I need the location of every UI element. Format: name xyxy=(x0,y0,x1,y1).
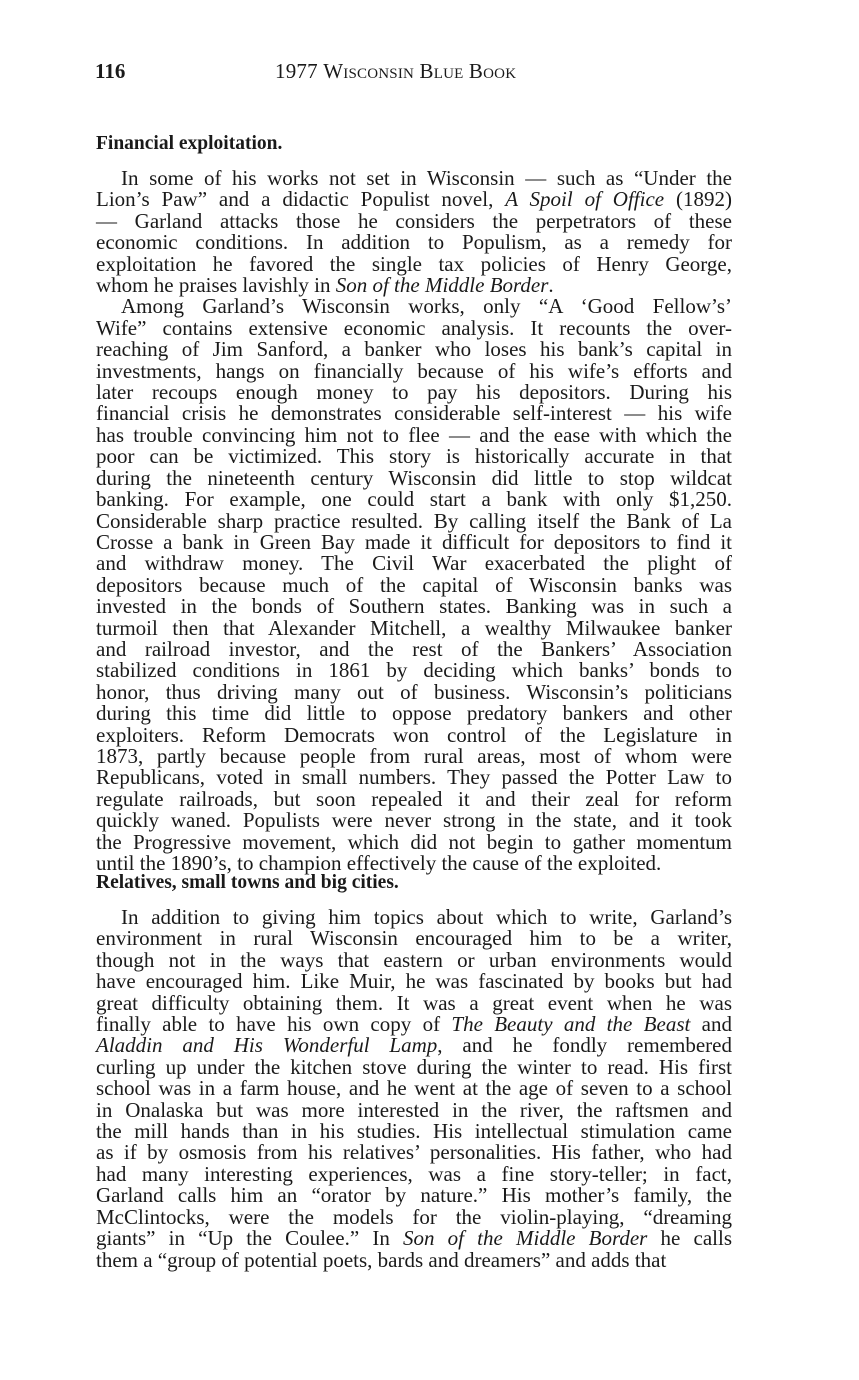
text-line: economic conditions. In addition to Populism, as a remedy for xyxy=(96,230,732,255)
text-line: Considerable sharp practice resulted. By calling itself the Bank of La xyxy=(96,508,732,533)
text-line: until the 1890’s, to champion effectively the cause of the exploited. xyxy=(96,851,662,875)
text-line: stabilized conditions in 1861 by deciding which banks’ bonds to xyxy=(96,658,732,683)
section-body xyxy=(96,907,732,1271)
running-head-title: Wisconsin Blue Book xyxy=(323,59,517,83)
text-line: and withdraw money. The Civil War exacerbated the plight of xyxy=(96,551,732,576)
text-line: though not in the ways that eastern or urban environments would xyxy=(96,947,732,972)
text-line: Crosse a bank in Green Bay made it difficult for depositors to find it xyxy=(96,529,732,554)
text-line: have encouraged him. Like Muir, he was fascinated by books but had xyxy=(96,969,732,994)
section-relatives-towns-cities xyxy=(96,871,732,1271)
paragraph xyxy=(96,296,732,874)
section-financial-exploitation xyxy=(96,132,732,874)
text-line: giants” in “Up the Coulee.” In Son of the Middle Border he calls xyxy=(96,1226,732,1251)
italic-title: A Spoil of Office xyxy=(505,187,665,212)
text-line: during the nineteenth century Wisconsin did little to stop wildcat xyxy=(96,465,732,490)
text-line: Garland calls him an “orator by nature.” His mother’s family, the xyxy=(96,1183,732,1208)
text-line: finally able to have his own copy of The Beauty and the Beast and xyxy=(96,1012,732,1037)
text-line: turmoil then that Alexander Mitchell, a wealthy Milwaukee banker xyxy=(96,615,732,640)
text-line: during this time did little to oppose predatory bankers and other xyxy=(96,701,732,726)
text-line: them a “group of potential poets, bards and dreamers” and adds that xyxy=(96,1247,667,1272)
text-line: the mill hands than in his studies. His intellectual stimulation came xyxy=(96,1119,732,1144)
text-line: In addition to giving him topics about which to write, Garland’s xyxy=(121,905,732,929)
text-line: regulate railroads, but soon repealed it and their zeal for reform xyxy=(96,786,732,811)
text-line: In some of his works not set in Wisconsin — such as “Under the xyxy=(121,166,732,190)
running-head-year: 1977 xyxy=(275,59,318,83)
text-line: 1873, partly because people from rural areas, most of whom were xyxy=(96,743,732,768)
text-line: school was in a farm house, and he went at the age of seven to a school xyxy=(96,1076,732,1101)
text-line: and railroad investor, and the rest of the Bankers’ Association xyxy=(96,636,732,661)
text-line: had many interesting experiences, was a fine story-teller; in fact, xyxy=(96,1161,732,1186)
text-line: exploiters. Reform Democrats won control of the Legislature in xyxy=(96,722,732,747)
text-line: environment in rural Wisconsin encouraged him to be a writer, xyxy=(96,926,732,951)
text-line: financial crisis he demonstrates considerable self-interest — his wife xyxy=(96,401,732,426)
text-line: later recoups enough money to pay his depositors. During his xyxy=(96,380,732,405)
text-line: quickly waned. Populists were never strong in the state, and it took xyxy=(96,808,732,833)
text-line: Aladdin and His Wonderful Lamp, and he fondly remembered xyxy=(96,1033,732,1058)
text-line: McClintocks, were the models for the violin-playing, “dreaming xyxy=(96,1204,732,1229)
text-line: has trouble convincing him not to flee — and the ease with which the xyxy=(96,422,732,447)
text-line: whom he praises lavishly in Son of the Middle Border. xyxy=(96,273,554,298)
section-body xyxy=(96,168,732,874)
italic-title: Son of the Middle Border xyxy=(403,1226,648,1251)
text-line: investments, hangs on financially because of his wife’s efforts and xyxy=(96,358,732,383)
text-line: honor, thus driving many out of business. Wisconsin’s politicians xyxy=(96,679,732,704)
text-line: Republicans, voted in small numbers. They passed the Potter Law to xyxy=(96,765,732,790)
text-line: invested in the bonds of Southern states. Banking was in such a xyxy=(96,594,732,619)
paragraph xyxy=(96,907,732,1271)
italic-title: Aladdin and His Wonderful Lamp xyxy=(96,1033,438,1058)
page-number: 116 xyxy=(95,59,126,83)
text-line: poor can be victimized. This story is historically accurate in that xyxy=(96,444,732,469)
text-line: exploitation he favored the single tax policies of Henry George, xyxy=(96,251,732,276)
text-line: reaching of Jim Sanford, a banker who loses his bank’s capital in xyxy=(96,337,732,362)
text-line: great difficulty obtaining them. It was a great event when he was xyxy=(96,990,732,1015)
text-line: as if by osmosis from his relatives’ personalities. His father, who had xyxy=(96,1140,732,1165)
text-line: Lion’s Paw” and a didactic Populist novel, A Spoil of Office (1892) xyxy=(96,187,732,212)
text-line: the Progressive movement, which did not begin to gather momentum xyxy=(96,829,732,854)
text-line: depositors because much of the capital of Wisconsin banks was xyxy=(96,572,732,597)
text-line: — Garland attacks those he considers the perpetrators of these xyxy=(96,208,732,233)
running-head xyxy=(275,58,516,84)
section-heading: Relatives, small towns and big cities. xyxy=(96,872,399,893)
text-line: Among Garland’s Wisconsin works, only “A ‘Good Fellow’s’ xyxy=(121,294,732,319)
text-line: banking. For example, one could start a bank with only $1,250. xyxy=(96,487,732,512)
text-line: curling up under the kitchen stove during the winter to read. His first xyxy=(96,1054,732,1079)
section-heading: Financial exploitation. xyxy=(96,133,283,154)
italic-title: Son of the Middle Border xyxy=(335,273,549,298)
text-line: Wife” contains extensive economic analysis. It recounts the over- xyxy=(96,315,732,340)
italic-title: The Beauty and the Beast xyxy=(451,1012,691,1037)
paragraph xyxy=(96,168,732,296)
text-line: in Onalaska but was more interested in the river, the raftsmen and xyxy=(96,1097,732,1122)
